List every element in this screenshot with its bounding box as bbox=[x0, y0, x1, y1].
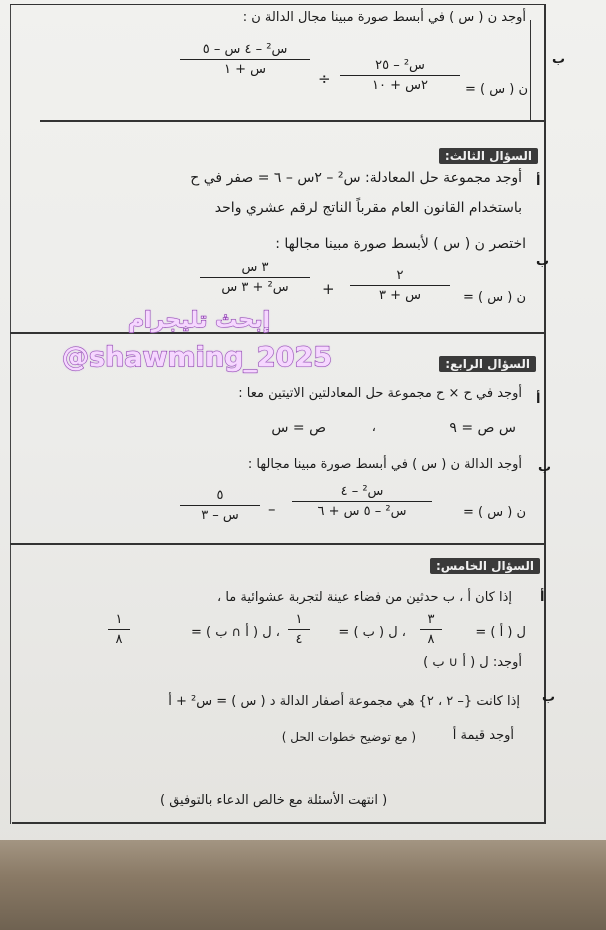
q2b-lhs: ن ( س ) = bbox=[465, 82, 528, 97]
denominator: ٢س + ١٠ bbox=[372, 78, 428, 93]
top-rule bbox=[10, 4, 546, 5]
q3b-text: اختصر ن ( س ) لأبسط صورة مبينا مجالها : bbox=[275, 236, 526, 252]
q4b-lhs: ن ( س ) = bbox=[463, 505, 526, 520]
numerator: س² – ٢٥ bbox=[375, 58, 425, 73]
denominator: ٨ bbox=[427, 632, 435, 647]
fraction-bar bbox=[350, 285, 450, 286]
numerator: ٥ bbox=[216, 488, 224, 503]
fraction-bar bbox=[288, 629, 310, 630]
numerator: س² – ٤ bbox=[340, 484, 384, 499]
watermark-line-1: إبحث تليجرام bbox=[128, 308, 271, 333]
q5a-find: أوجد: ل ( أ ∪ ب ) bbox=[423, 655, 522, 670]
q3b-fraction-2 bbox=[200, 260, 310, 295]
q5a-p1: ل ( أ ) = bbox=[475, 625, 526, 640]
q2b-prompt: أوجد ن ( س ) في أبسط صورة مبينا مجال الدالة ن : bbox=[242, 10, 526, 25]
divide-sign: ÷ bbox=[318, 70, 331, 88]
q4a-text: أوجد في ح × ح مجموعة حل المعادلتين الاتيتين معا : bbox=[238, 386, 522, 401]
q4a-sep: ، bbox=[371, 420, 376, 435]
label-a: أ bbox=[540, 590, 545, 605]
minus-sign: – bbox=[268, 500, 276, 518]
plus-sign: + bbox=[322, 280, 335, 298]
fraction-bar bbox=[292, 501, 432, 502]
numerator: ٣ bbox=[427, 612, 435, 627]
footer-text: ( انتهت الأسئلة مع خالص الدعاء بالتوفيق ) bbox=[160, 793, 388, 808]
denominator: ٨ bbox=[115, 632, 123, 647]
q2b-fraction-1 bbox=[340, 58, 460, 93]
fraction-bar bbox=[420, 629, 442, 630]
q5a-p2-fraction bbox=[288, 612, 310, 647]
numerator: ١ bbox=[115, 612, 123, 627]
q5b-note: ( مع توضيح خطوات الحل ) bbox=[281, 730, 416, 744]
label-b: ب bbox=[552, 52, 566, 67]
q5-header: السؤال الخامس: bbox=[430, 558, 540, 574]
q4-header: السؤال الرابع: bbox=[439, 356, 536, 372]
q3b-fraction-1 bbox=[350, 268, 450, 303]
label-b: ب bbox=[536, 254, 550, 269]
q4b-fraction-2 bbox=[180, 488, 260, 523]
divider-q4-q5 bbox=[10, 543, 546, 545]
q2b-fraction-2 bbox=[180, 42, 310, 77]
q5b-text: إذا كانت {– ٢ ، ٢} هي مجموعة أصفار الدالة د ( س ) = س² + أ bbox=[168, 694, 520, 709]
q5b-find: أوجد قيمة أ bbox=[452, 728, 514, 743]
q5a-p1-fraction bbox=[420, 612, 442, 647]
denominator: ٤ bbox=[295, 632, 303, 647]
bottom-rule bbox=[12, 822, 546, 824]
denominator: س + ٣ bbox=[379, 288, 422, 303]
q5a-text: إذا كان أ ، ب حدثين من فضاء عينة لتجربة عشوائية ما ، bbox=[217, 590, 512, 605]
denominator: س – ٣ bbox=[201, 508, 239, 523]
q5a-p2: ، ل ( ب ) = bbox=[338, 625, 406, 640]
q3a-text-2: باستخدام القانون العام مقرباً الناتج لرقم عشري واحد bbox=[214, 200, 522, 216]
q4b-text: أوجد الدالة ن ( س ) في أبسط صورة مبينا مجالها : bbox=[247, 457, 522, 472]
denominator: س² + ٣ س bbox=[221, 280, 289, 295]
label-b: ب bbox=[542, 690, 556, 705]
divider-q3-q4 bbox=[10, 332, 546, 334]
numerator: ٣ س bbox=[241, 260, 269, 275]
q4b-fraction-1 bbox=[292, 484, 432, 519]
denominator: س + ١ bbox=[224, 62, 267, 77]
numerator: ٢ bbox=[396, 268, 404, 283]
numerator: س² – ٤ س – ٥ bbox=[202, 42, 288, 57]
fraction-bar bbox=[340, 75, 460, 76]
denominator: س² – ٥ س + ٦ bbox=[317, 504, 407, 519]
fraction-bar bbox=[108, 629, 130, 630]
q3a-text: أوجد مجموعة حل المعادلة: س² – ٢س – ٦ = صفر في ح bbox=[190, 170, 522, 186]
fraction-bar bbox=[200, 277, 310, 278]
watermark-line-2: @shawming_2025 bbox=[62, 342, 333, 373]
q5a-p3: ، ل ( أ ∩ ب ) = bbox=[191, 625, 280, 640]
background-floor bbox=[0, 840, 606, 930]
fraction-bar bbox=[180, 505, 260, 506]
q3b-lhs: ن ( س ) = bbox=[463, 290, 526, 305]
q4a-eq1: س ص = ٩ bbox=[449, 420, 516, 436]
numerator: ١ bbox=[295, 612, 303, 627]
q3-header: السؤال الثالث: bbox=[439, 148, 538, 164]
label-column-line bbox=[530, 20, 531, 120]
q5a-p3-fraction bbox=[108, 612, 130, 647]
label-b: ب bbox=[538, 460, 552, 475]
q4a-eq2: ص = س bbox=[271, 420, 326, 436]
divider-q2-q3 bbox=[40, 120, 546, 122]
fraction-bar bbox=[180, 59, 310, 60]
label-a: أ bbox=[536, 174, 541, 189]
label-a: أ bbox=[536, 392, 541, 407]
